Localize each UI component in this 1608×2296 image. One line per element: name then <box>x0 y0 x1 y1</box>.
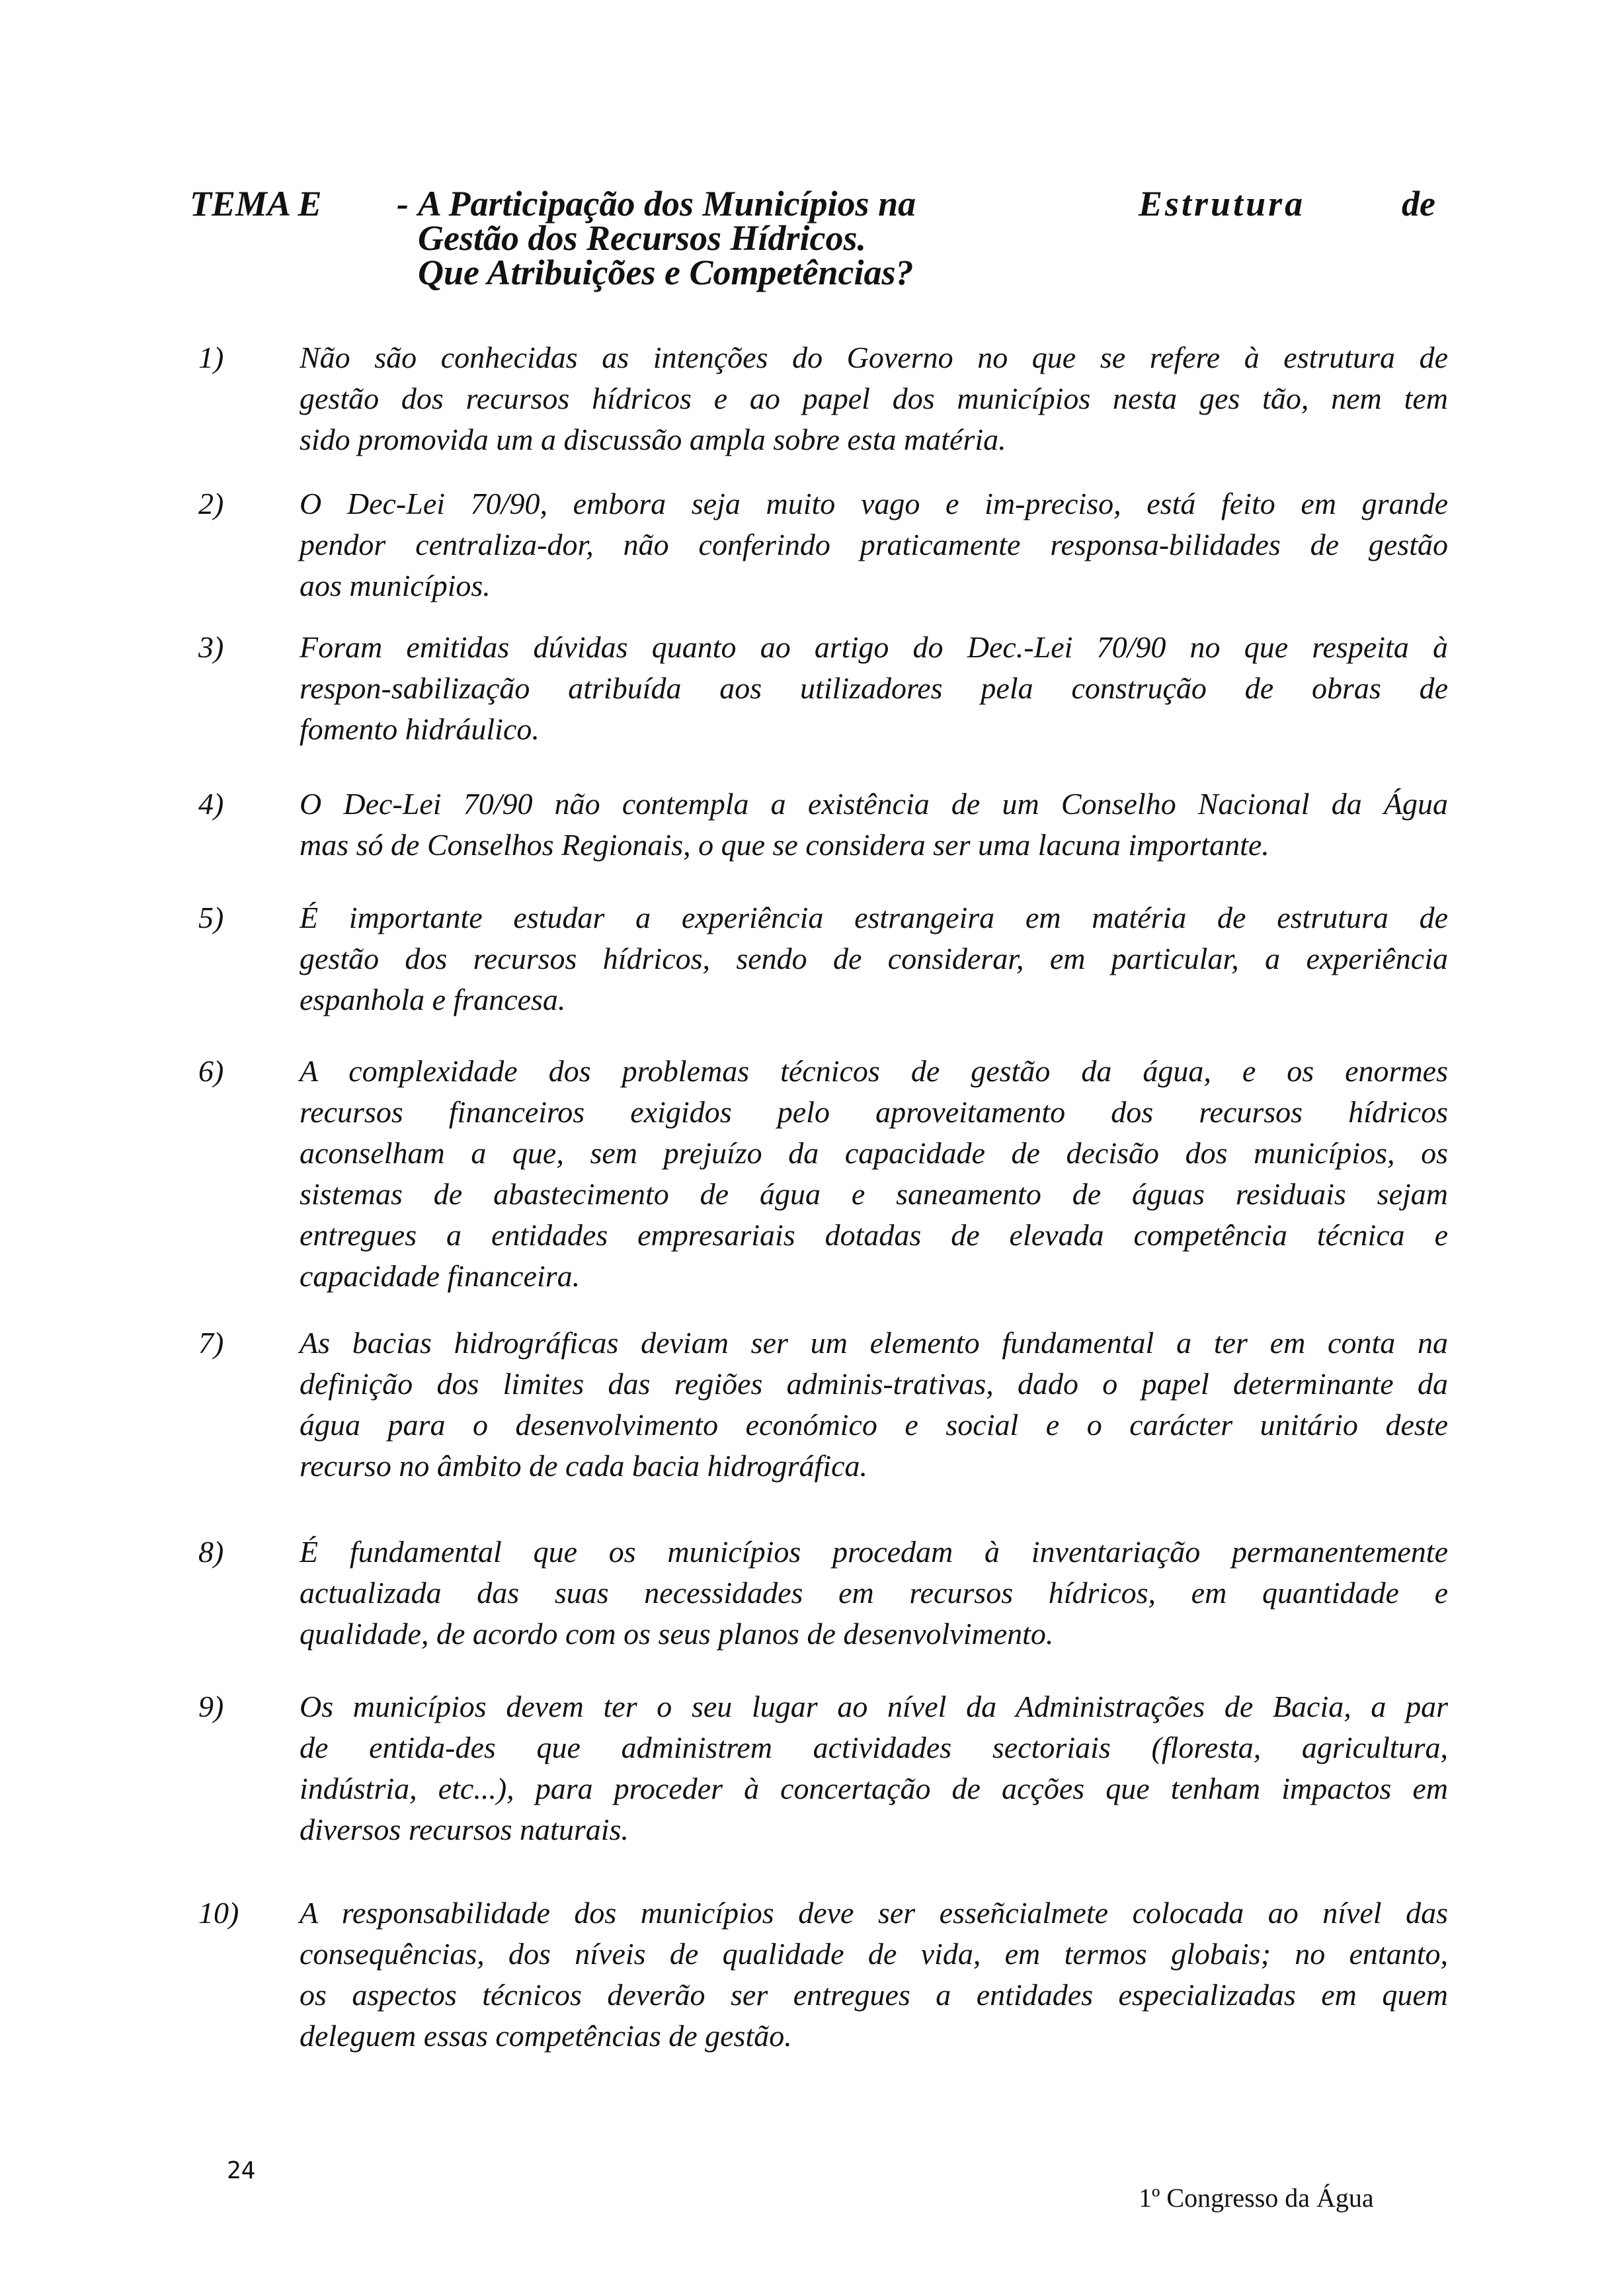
item-text-line: O Dec-Lei 70/90 não contempla a existência de um Conselho Nacional da Água <box>300 787 1448 821</box>
title-dash: - <box>397 184 409 224</box>
item-text-line: espanhola e francesa. <box>300 983 566 1016</box>
list-item <box>198 1532 1448 1655</box>
item-number: 6) <box>198 1054 224 1088</box>
list-item <box>198 627 1448 750</box>
item-text-line: Foram emitidas dúvidas quanto ao artigo do Dec.-Lei 70/90 no que respeita à <box>300 630 1448 664</box>
item-text-line: gestão dos recursos hídricos, sendo de considerar, em particular, a experiência <box>300 942 1448 975</box>
list-item <box>198 1893 1448 2057</box>
item-text-line: entregues a entidades empresariais dotadas de elevada competência técnica e <box>300 1218 1448 1252</box>
item-text-line: aconselham a que, sem prejuízo da capacidade de decisão dos municípios, os <box>300 1136 1448 1170</box>
title-line-1-word-estrutura: Estrutura <box>1139 184 1306 224</box>
list-item <box>198 1686 1448 1850</box>
item-number: 9) <box>198 1690 224 1723</box>
item-text-line: Não são conhecidas as intenções do Governo no que se refere à estrutura de <box>300 341 1448 374</box>
item-number: 4) <box>198 787 224 821</box>
item-number: 5) <box>198 901 224 934</box>
item-text-line: pendor centraliza-dor, não conferindo praticamente responsa-bilidades de gestão <box>300 528 1448 561</box>
item-text-line: As bacias hidrográficas deviam ser um elemento fundamental a ter em conta na <box>300 1326 1448 1360</box>
item-text-line: actualizada das suas necessidades em recursos hídricos, em quantidade e <box>300 1576 1448 1610</box>
list-item <box>198 784 1448 866</box>
item-text-line: de entida-des que administrem actividades sectoriais (floresta, agricultura, <box>300 1731 1448 1764</box>
list-item <box>198 897 1448 1020</box>
theme-label: TEMA E <box>190 184 322 224</box>
item-text-line: aos municípios. <box>300 569 491 602</box>
item-number: 7) <box>198 1326 224 1360</box>
item-text-line: A responsabilidade dos municípios deve ser esseñcialmete colocada ao nível das <box>300 1896 1448 1930</box>
item-text-line: sido promovida um a discussão ampla sobre esta matéria. <box>300 423 1006 456</box>
item-text-line: fomento hidráulico. <box>300 712 540 746</box>
item-text-line: sistemas de abastecimento de água e saneamento de águas residuais sejam <box>300 1177 1448 1211</box>
item-number: 2) <box>198 487 224 520</box>
item-text-line: O Dec-Lei 70/90, embora seja muito vago e im-preciso, está feito em grande <box>300 487 1448 520</box>
item-number: 1) <box>198 341 224 374</box>
title-line-1-word-de: de <box>1402 184 1435 224</box>
item-text-line: deleguem essas competências de gestão. <box>300 2019 792 2053</box>
item-text-line: recursos financeiros exigidos pelo aproveitamento dos recursos hídricos <box>300 1095 1448 1129</box>
item-text-line: respon-sabilização atribuída aos utilizadores pela construção de obras de <box>300 671 1448 705</box>
item-number: 10) <box>198 1896 239 1930</box>
list-item <box>198 1323 1448 1487</box>
item-text-line: capacidade financeira. <box>300 1259 581 1293</box>
item-number: 8) <box>198 1535 224 1569</box>
item-text-line: diversos recursos naturais. <box>300 1813 629 1846</box>
list-item <box>198 337 1448 460</box>
publication-name: 1º Congresso da Água <box>1139 2183 1374 2213</box>
item-text-line: os aspectos técnicos deverão ser entregues a entidades especializadas em quem <box>300 1978 1448 2012</box>
title-line-3: Que Atribuições e Competências? <box>418 253 914 292</box>
title-line-1: A Participação dos Municípios na <box>418 184 916 224</box>
page-number: 24 <box>227 2157 256 2184</box>
item-text-line: gestão dos recursos hídricos e ao papel dos municípios nesta ges tão, nem tem <box>300 382 1448 415</box>
item-text-line: É fundamental que os municípios procedam à inventariação permanentemente <box>300 1535 1448 1569</box>
item-text-line: qualidade, de acordo com os seus planos de desenvolvimento. <box>300 1617 1054 1651</box>
item-text-line: indústria, etc...), para proceder à concertação de acções que tenham impactos em <box>300 1772 1448 1805</box>
item-text-line: água para o desenvolvimento económico e social e o carácter unitário deste <box>300 1408 1448 1442</box>
item-text-line: É importante estudar a experiência estrangeira em matéria de estrutura de <box>300 901 1448 934</box>
item-number: 3) <box>198 630 224 664</box>
item-text-line: A complexidade dos problemas técnicos de gestão da água, e os enormes <box>300 1054 1448 1088</box>
item-text-line: recurso no âmbito de cada bacia hidrográfica. <box>300 1449 867 1483</box>
item-text-line: mas só de Conselhos Regionais, o que se considera ser uma lacuna importante. <box>300 828 1269 862</box>
list-item <box>198 1051 1448 1297</box>
item-text-line: Os municípios devem ter o seu lugar ao nível da Administrações de Bacia, a par <box>300 1690 1448 1723</box>
title-line-2: Gestão dos Recursos Hídricos. <box>418 218 867 258</box>
item-text-line: consequências, dos níveis de qualidade de vida, em termos globais; no entanto, <box>300 1937 1448 1971</box>
list-item <box>198 483 1448 606</box>
item-text-line: definição dos limites das regiões adminis-trativas, dado o papel determinante da <box>300 1367 1448 1401</box>
